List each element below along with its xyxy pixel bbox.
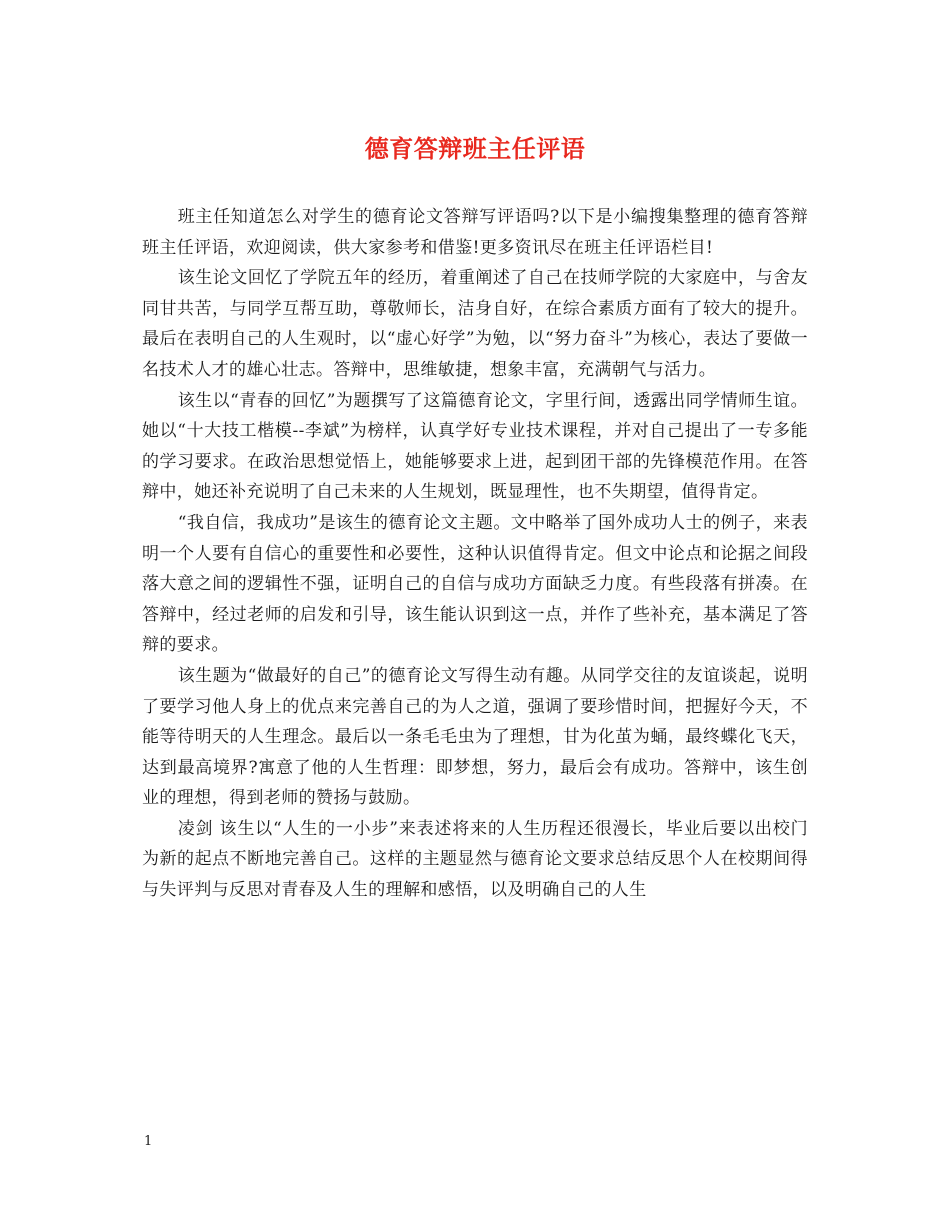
paragraph-comment-5: 凌剑 该生以“人生的一小步”来表述将来的人生历程还很漫长，毕业后要以出校门为新的起点不断地完善自己。这样的主题显然与德育论文要求总结反思个人在校期间得与失评判与反思对青春及人生的理解和感悟，以及明确自己的人生 xyxy=(142,818,808,901)
document-body xyxy=(142,202,808,906)
paragraph-comment-1: 该生论文回忆了学院五年的经历，着重阐述了自己在技师学院的大家庭中，与舍友同甘共苦，与同学互帮互助，尊敬师长，洁身自好，在综合素质方面有了较大的提升。最后在表明自己的人生观时，以“虚心好学”为勉，以“努力奋斗”为核心，表达了要做一名技术人才的雄心壮志。答辩中，思维敏捷，想象丰富，充满朝气与活力。 xyxy=(142,268,808,380)
paragraph-intro: 班主任知道怎么对学生的德育论文答辩写评语吗?以下是小编搜集整理的德育答辩班主任评语，欢迎阅读，供大家参考和借鉴!更多资讯尽在班主任评语栏目! xyxy=(142,207,808,258)
paragraph-comment-3: “我自信，我成功”是该生的德育论文主题。文中略举了国外成功人士的例子，来表明一个人要有自信心的重要性和必要性，这种认识值得肯定。但文中论点和论据之间段落大意之间的逻辑性不强，证明自己的自信与成功方面缺乏力度。有些段落有拼凑。在答辩中，经过老师的启发和引导，该生能认识到这一点，并作了些补充，基本满足了答辩的要求。 xyxy=(142,512,808,656)
document-title: 德育答辩班主任评语 xyxy=(364,134,586,163)
paragraph-comment-2: 该生以“青春的回忆”为题撰写了这篇德育论文，字里行间，透露出同学情师生谊。她以“十大技工楷模--李斌”为榜样，认真学好专业技术课程，并对自己提出了一专多能的学习要求。在政治思想觉悟上，她能够要求上进，起到团干部的先锋模范作用。在答辩中，她还补充说明了自己未来的人生规划，既显理性，也不失期望，值得肯定。 xyxy=(142,390,808,503)
page-number: 1 xyxy=(144,1134,153,1149)
paragraph-comment-4: 该生题为“做最好的自己”的德育论文写得生动有趣。从同学交往的友谊谈起，说明了要学习他人身上的优点来完善自己的为人之道，强调了要珍惜时间，把握好今天，不能等待明天的人生理念。最后以一条毛毛虫为了理想，甘为化茧为蛹，最终蝶化飞天，达到最高境界?寓意了他的人生哲理：即梦想，努力，最后会有成功。答辩中，该生创业的理想，得到老师的赞扬与鼓励。 xyxy=(142,665,808,809)
